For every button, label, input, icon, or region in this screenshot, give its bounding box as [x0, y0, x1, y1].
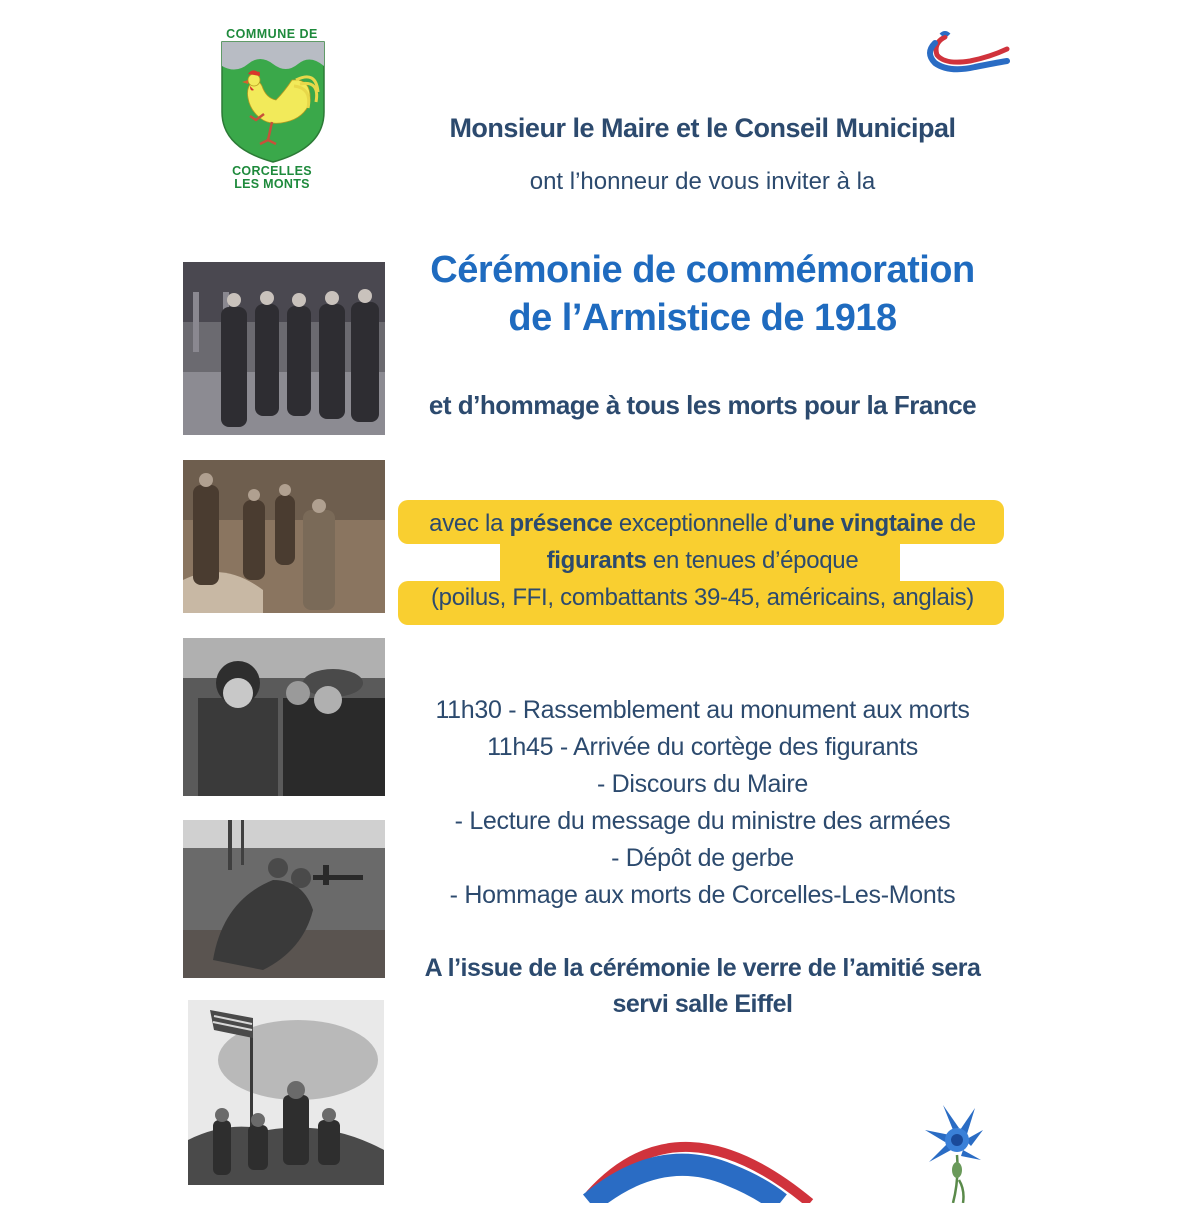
program-item: - Hommage aux morts de Corcelles-Les-Monts [449, 881, 956, 909]
text: avec la [429, 510, 510, 537]
crest-town-line1: CORCELLES [232, 164, 312, 178]
council-heading: Monsieur le Maire et le Conseil Municipal [449, 113, 956, 143]
paratrooper-ffi-photo [183, 638, 385, 796]
text-bold: une vingtaine [792, 510, 944, 537]
highlight-line3: (poilus, FFI, combattants 39-45, américains, anglais) [430, 584, 974, 611]
crest-top-label: COMMUNE DE [226, 27, 318, 41]
closing-note [395, 950, 1010, 1022]
program-item: - Dépôt de gerbe [611, 844, 794, 872]
figurants-highlight [395, 505, 1010, 616]
coat-of-arms-icon [220, 40, 326, 164]
flag-raising-photo [188, 1000, 384, 1185]
highlight-line2 [395, 542, 1010, 579]
highlight-line1 [395, 505, 1010, 542]
machine-gun-crew-photo [183, 820, 385, 978]
text-bold: présence [509, 510, 613, 537]
crest-town-line2: LES MONTS [234, 177, 310, 191]
program-item: 11h45 - Arrivée du cortège des figurants [487, 733, 918, 761]
text: exceptionnelle d’ [612, 510, 793, 537]
tricolor-arc-icon [580, 1115, 840, 1203]
text-bold: figurants [546, 547, 647, 574]
cornflower-icon [915, 1100, 985, 1203]
program-item: - Lecture du message du ministre des armées [454, 807, 951, 835]
crest-bottom-label [212, 165, 332, 191]
program-list [395, 692, 1010, 914]
ceremony-title-line1: Cérémonie de commémoration [430, 249, 975, 291]
ceremony-title [395, 246, 1010, 342]
text: en tenues d’époque [646, 547, 859, 574]
closing-line1: A l’issue de la cérémonie le verre de l’amitié sera [424, 954, 981, 982]
hommage-subtitle: et d’hommage à tous les morts pour la France [428, 390, 977, 420]
text: de [943, 510, 976, 537]
tricolor-ribbon-icon [915, 25, 1010, 80]
soldiers-group-photo [183, 262, 385, 435]
closing-line2: servi salle Eiffel [612, 990, 793, 1018]
program-item: 11h30 - Rassemblement au monument aux morts [435, 696, 970, 724]
invite-text: ont l’honneur de vous inviter à la [529, 168, 876, 195]
poilus-trench-photo [183, 460, 385, 613]
ceremony-title-line2: de l’Armistice de 1918 [508, 297, 897, 339]
program-item: - Discours du Maire [596, 770, 809, 798]
